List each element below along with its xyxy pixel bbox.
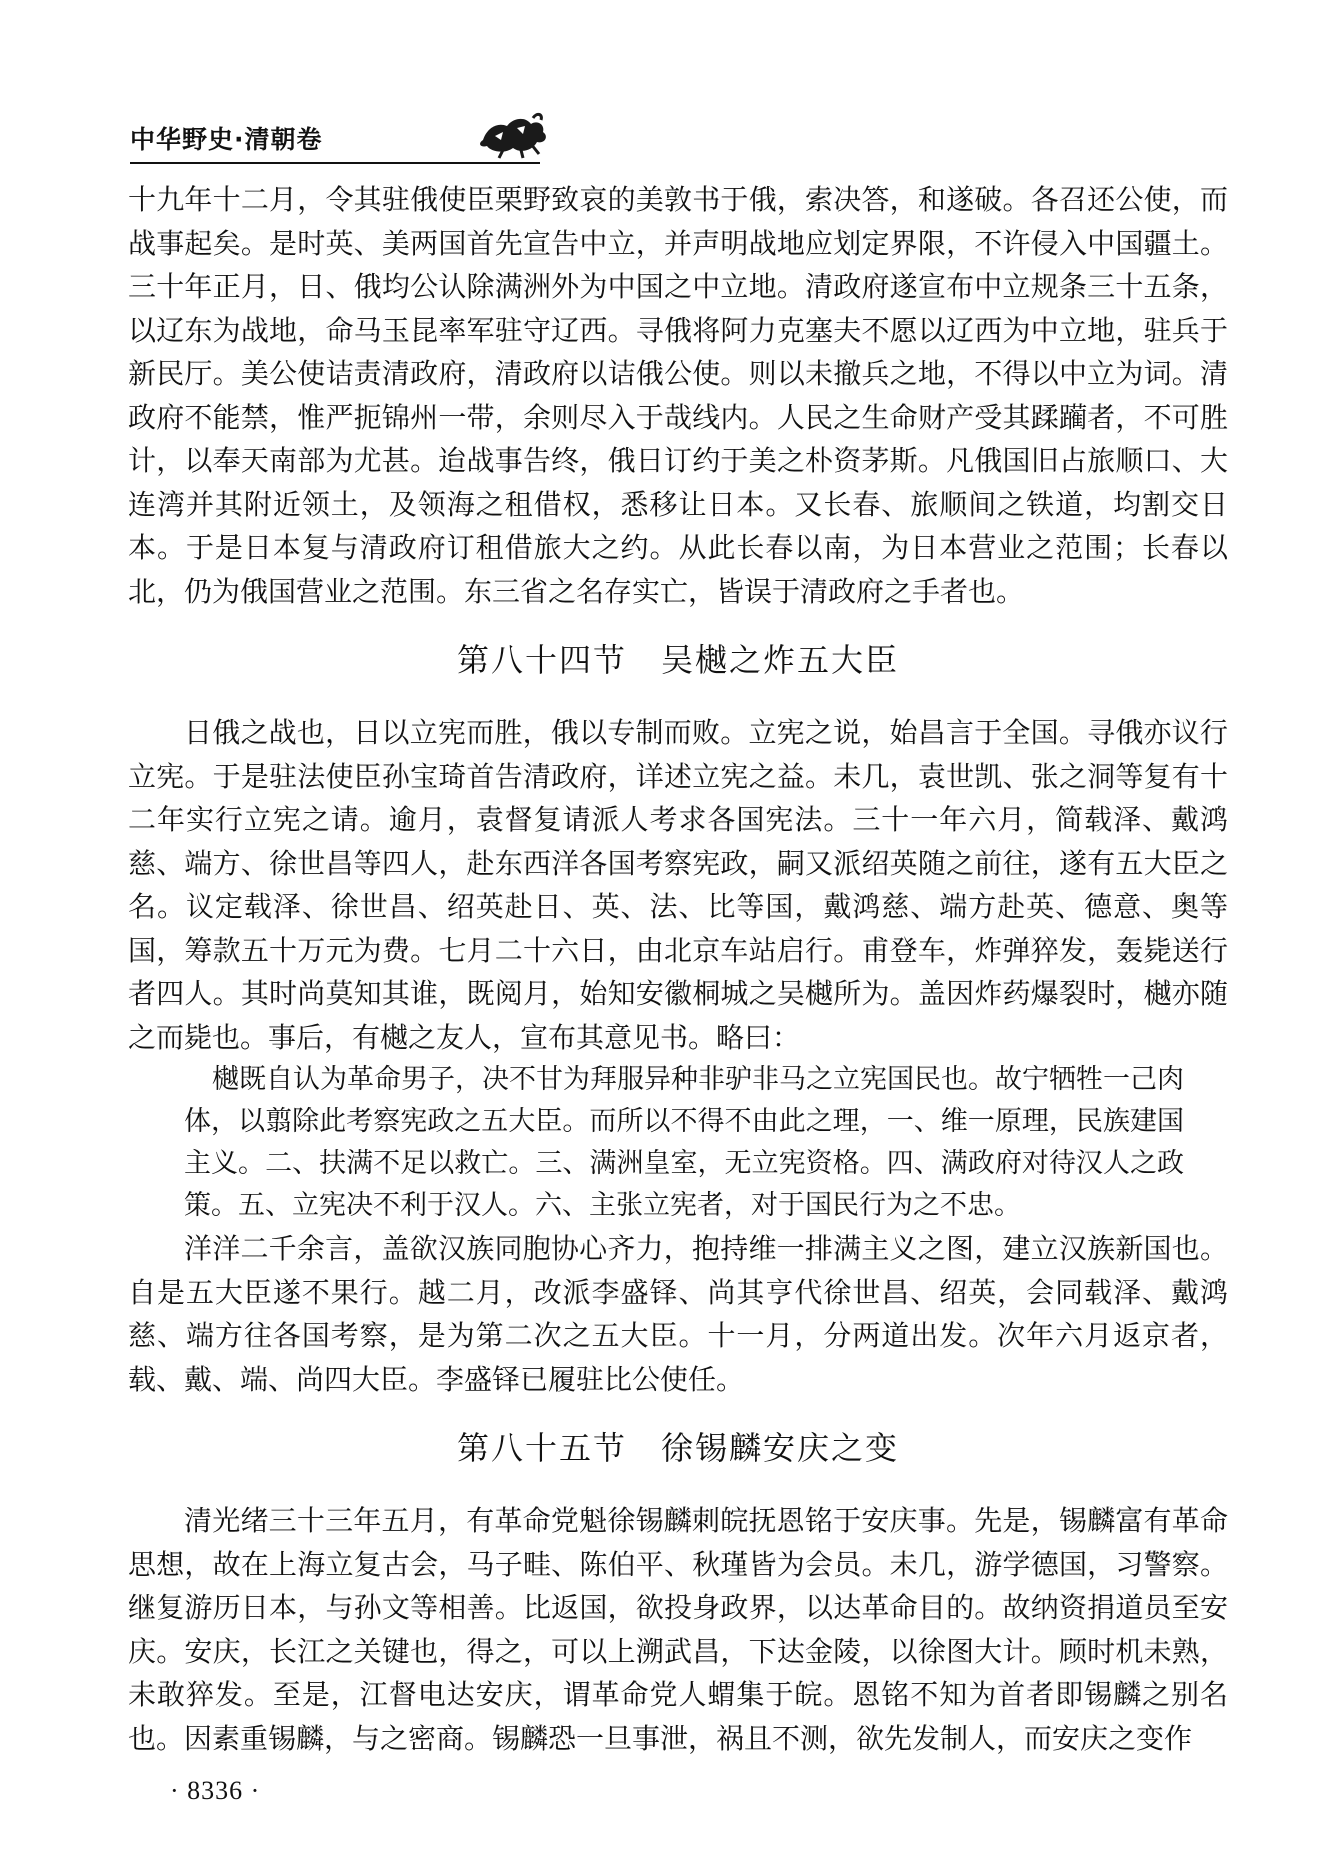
dragon-emblem-icon: [473, 110, 553, 160]
book-title: 中华野史·清朝卷: [130, 125, 323, 154]
page-number: · 8336 ·: [170, 1776, 261, 1805]
running-header: [130, 110, 550, 170]
block-quote: 樾既自认为革命男子，决不甘为拜服异种非驴非马之立宪国民也。故宁牺牲一己肉体，以翦除此考察宪政之五大臣。而所以不得不由此之理，一、维一原理，民族建国主义。二、扶满不足以救亡。三、满洲皇室，无立宪资格。四、满政府对待汉人之政策。五、立宪决不利于汉人。六、主张立宪者，对于国民行为之不忠。: [184, 1064, 1184, 1221]
section-84-heading: 第八十四节 吴樾之炸五大臣: [456, 641, 899, 679]
paragraph-continued: 十九年十二月，令其驻俄使臣栗野致哀的美敦书于俄，索决答，和遂破。各召还公使，而战事起矣。是时英、美两国首先宣告中立，并声明战地应划定界限，不许侵入中国疆土。三十年正月，日、俄均公认除满洲外为中国之中立地。清政府遂宣布中立规条三十五条，以辽东为战地，命马玉昆率军驻守辽西。寻俄将阿力克塞夫不愿以辽西为中立地，驻兵于新民厅。美公使诘责清政府，清政府以诘俄公使。则以未撤兵之地，不得以中立为词。清政府不能禁，惟严扼锦州一带，余则尽入于哉线内。人民之生命财产受其蹂躏者，不可胜计，以奉天南部为尤甚。迨战事告终，俄日订约于美之朴资茅斯。凡俄国旧占旅顺口、大连湾并其附近领土，及领海之租借权，悉移让日本。又长春、旅顺间之铁道，均割交日本。于是日本复与清政府订租借旅大之约。从此长春以南，为日本营业之范围；长春以北，仍为俄国营业之范围。东三省之名存实亡，皆误于清政府之手者也。: [128, 183, 1228, 608]
header-divider: [130, 162, 540, 164]
paragraph-section-85: 清光绪三十三年五月，有革命党魁徐锡麟刺皖抚恩铭于安庆事。先是，锡麟富有革命思想，故在上海立复古会，马子畦、陈伯平、秋瑾皆为会员。未几，游学德国，习警察。继复游历日本，与孙文等相善。比返国，欲投身政界，以达革命目的。故纳资捐道员至安庆。安庆，长江之关键也，得之，可以上溯武昌，下达金陵，以徐图大计。顾时机未熟，未敢猝发。至是，江督电达安庆，谓革命党人蝟集于皖。恩铭不知为首者即锡麟之别名也。因素重锡麟，与之密商。锡麟恐一旦事泄，祸且不测，欲先发制人，而安庆之变作: [128, 1504, 1228, 1755]
paragraph-after-quote: 洋洋二千余言，盖欲汉族同胞协心齐力，抱持维一排满主义之图，建立汉族新国也。自是五大臣遂不果行。越二月，改派李盛铎、尚其亨代徐世昌、绍英，会同载泽、戴鸿慈、端方往各国考察，是为第二次之五大臣。十一月，分两道出发。次年六月返京者，载、戴、端、尚四大臣。李盛铎已履驻比公使任。: [128, 1232, 1228, 1396]
paragraph-section-84: 日俄之战也，日以立宪而胜，俄以专制而败。立宪之说，始昌言于全国。寻俄亦议行立宪。于是驻法使臣孙宝琦首告清政府，详述立宪之益。未几，袁世凯、张之洞等复有十二年实行立宪之请。逾月，袁督复请派人考求各国宪法。三十一年六月，简载泽、戴鸿慈、端方、徐世昌等四人，赴东西洋各国考察宪政，嗣又派绍英随之前往，遂有五大臣之名。议定载泽、徐世昌、绍英赴日、英、法、比等国，戴鸿慈、端方赴英、德意、奥等国，筹款五十万元为费。七月二十六日，由北京车站启行。甫登车，炸弹猝发，轰毙送行者四人。其时尚莫知其谁，既阅月，始知安徽桐城之吴樾所为。盖因炸药爆裂时，樾亦随之而毙也。事后，有樾之友人，宣布其意见书。略曰：: [128, 716, 1228, 1054]
page-body: [128, 178, 1228, 1760]
section-85-heading: 第八十五节 徐锡麟安庆之变: [456, 1429, 899, 1467]
